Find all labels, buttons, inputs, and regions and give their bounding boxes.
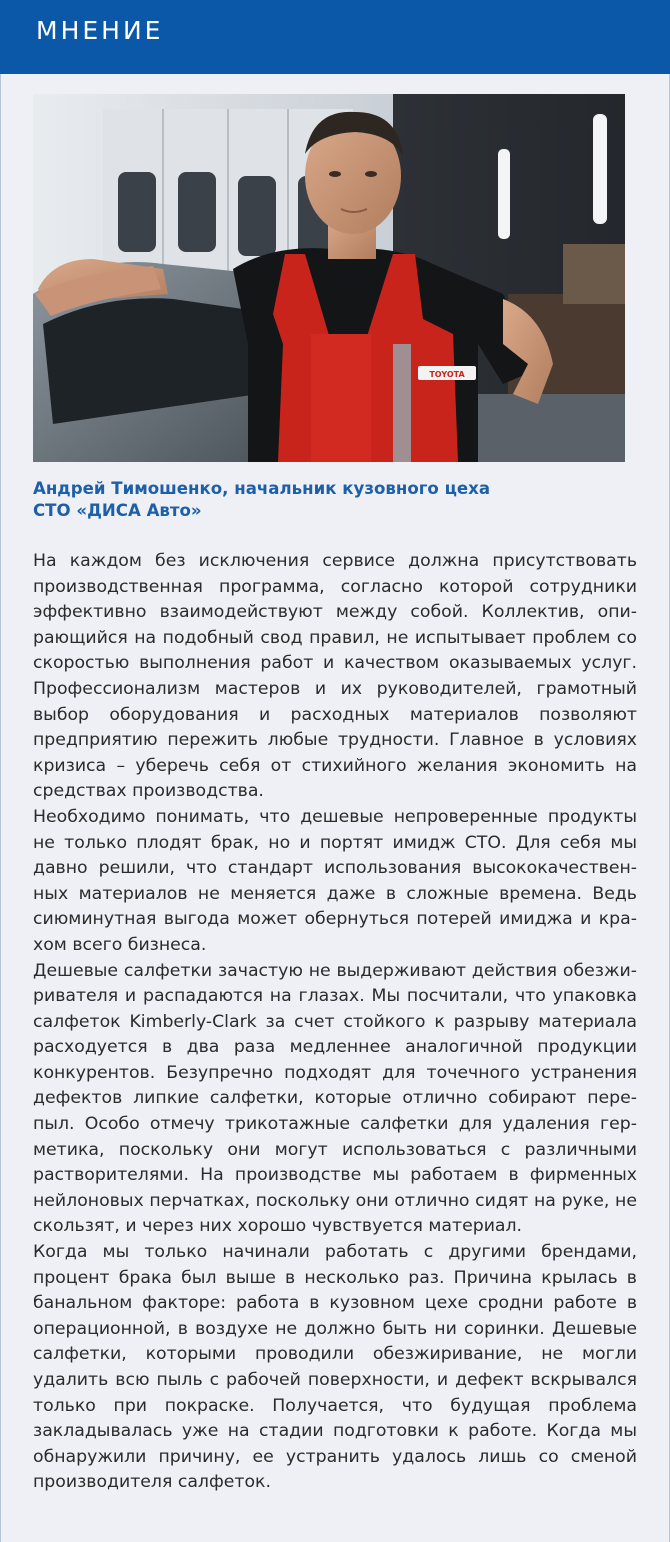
section-header <box>0 0 670 74</box>
article-paragraph: Когда мы только начинали работать с другими брендами, процент брака был выше в несколько раз. Причина крылась в банальном факторе: работа в кузовном цехе сродни работе в операционной, в воздухе не должно быть ни соринки. Дешевые салфетки, которыми проводили обезжиривание, не могли удалить всю пыль с рабочей поверхности, и дефект вскрывался только при покраске. Получается, что будущая проблема закладывалась уже на стадии подготовки к работе. Когда мы обнаружили причину, ее устранить удалось лишь со сменой производителя салфеток. <box>33 1242 637 1493</box>
overalls-badge-text: TOYOTA <box>429 370 465 379</box>
article-body <box>33 549 637 1496</box>
photo-caption <box>33 478 633 522</box>
caption-name-line: Андрей Тимошенко, начальник кузовного цеха <box>33 479 491 498</box>
article-paragraph: Необходимо понимать, что дешевые непроверенные продукты не только плодят брак, но и портят имидж СТО. Для себя мы давно решили, что стандарт использования высококачественных материалов не меняется даже в сложные времена. Ведь сиюминутная выгода может обернуться потерей имиджа и крахом всего бизнеса. <box>33 806 637 955</box>
article-paragraph: Дешевые салфетки зачастую не выдерживают действия обезжиривателя и распадаются на глазах. Мы посчитали, что упаковка салфеток Kimberly-Clark за счет стойкого к разрыву материала расходуется в два раза медленнее аналогичной продукции конкурентов. Безупречно подходят для точечного устранения дефектов липкие салфетки, которые отлично собирают перепыл. Особо отмечу трикотажные салфетки для удаления герметика, поскольку они могут использоваться с различными растворителями. На производстве мы работаем в фирменных нейлоновых перчатках, поскольку они отлично сидят на руке, не скользят, и через них хорошо чувствуется материал. <box>33 960 637 1237</box>
left-border <box>0 74 1 1542</box>
caption-company-line: СТО «ДИСА Авто» <box>33 501 202 520</box>
section-title: МНЕНИЕ <box>36 16 164 45</box>
article-paragraph: На каждом без исключения сервисе должна присутствовать производственная программа, согласно которой сотрудники эффективно взаимодействуют между собой. Коллектив, опирающийся на подобный свод правил, не испытывает проблем со скоростью выполнения работ и качеством оказываемых услуг. Профессионализм мастеров и их руководителей, грамотный выбор оборудования и расходных материалов позволяют предприятию пережить любые трудности. Главное в условиях кризиса – уберечь себя от стихийного желания экономить на средствах производства. <box>33 551 637 802</box>
portrait-illustration <box>33 94 625 462</box>
portrait-photo <box>33 94 625 462</box>
